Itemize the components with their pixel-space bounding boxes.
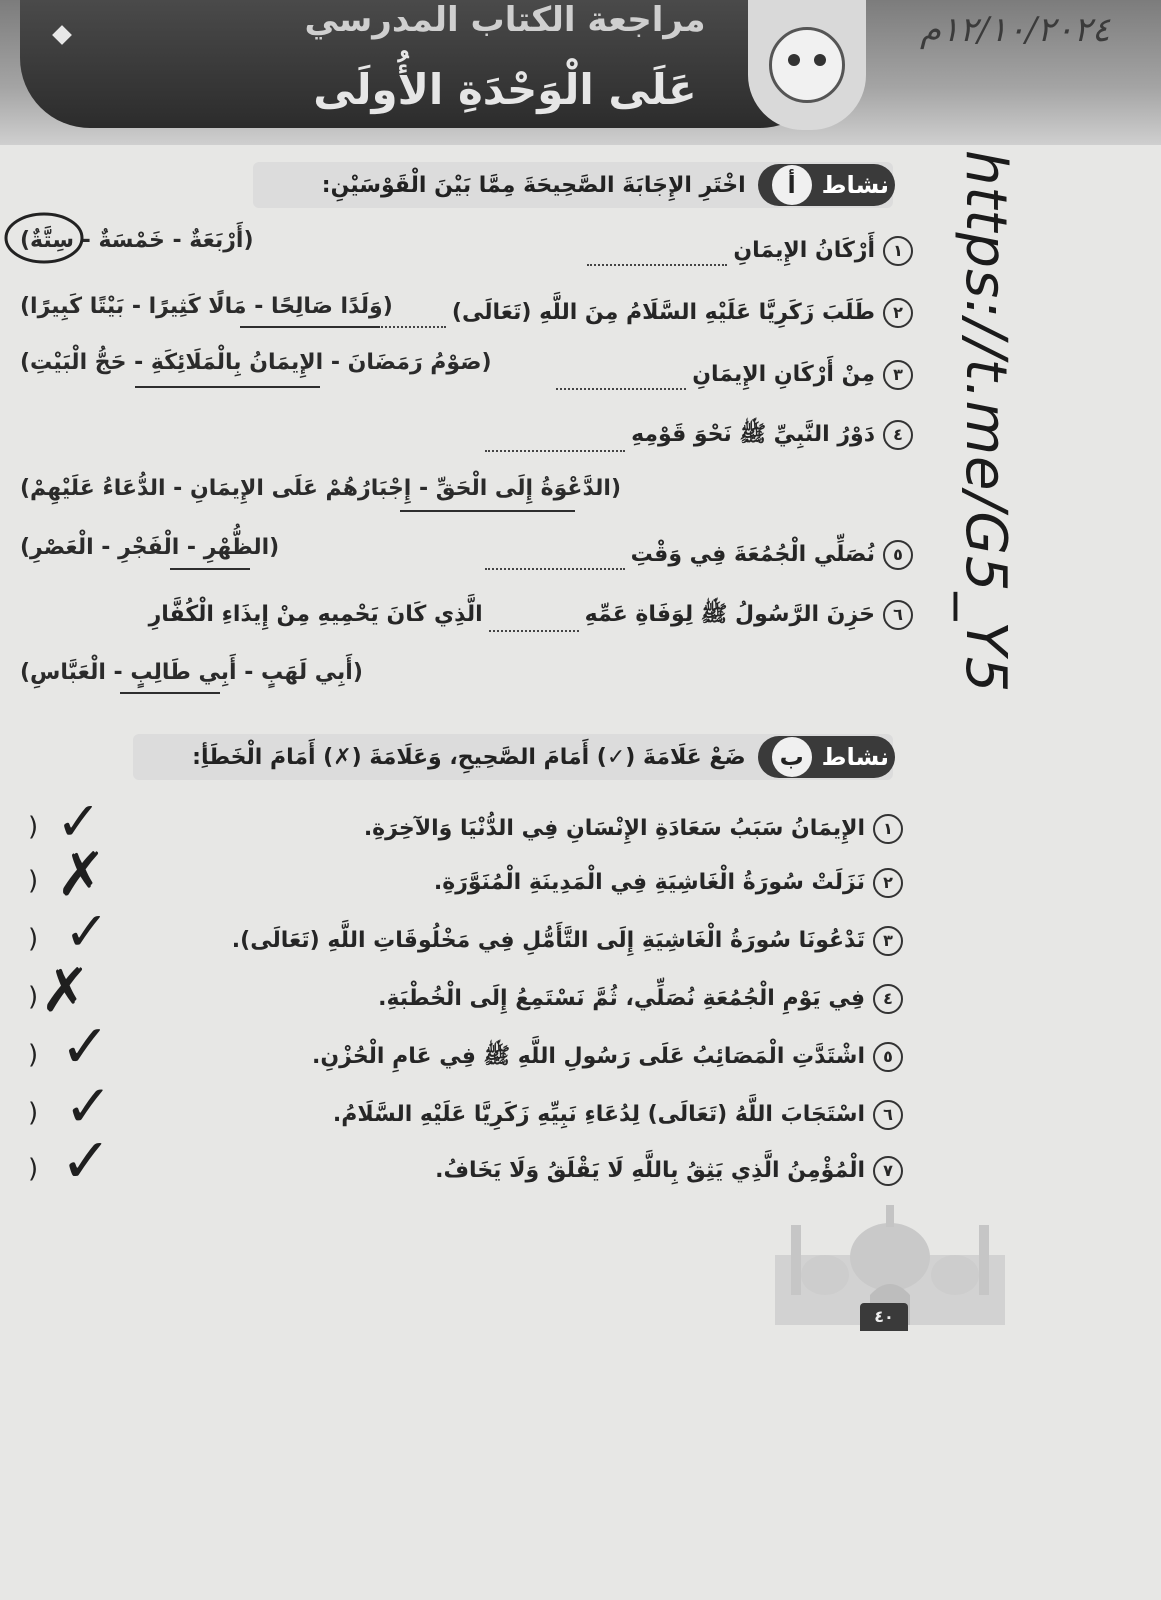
- statement-text: تَدْعُونَا سُورَةُ الْغَاشِيَةِ إِلَى التَّأَمُّلِ فِي مَخْلُوقَاتِ اللَّهِ (تَعَالَى).: [231, 928, 865, 953]
- question-number: ٦: [883, 600, 913, 630]
- statement-b2: [434, 868, 903, 898]
- answer-paren: ): [28, 812, 39, 842]
- statement-text: فِي يَوْمِ الْجُمُعَةِ نُصَلِّي، ثُمَّ نَسْتَمِعُ إِلَى الْخُطْبَةِ.: [378, 986, 865, 1011]
- statement-b3: [232, 926, 903, 956]
- question-text: نُصَلِّي الْجُمُعَةَ فِي وَقْتِ: [630, 542, 875, 567]
- statement-b4: [378, 984, 903, 1014]
- section-b-pill: [758, 736, 895, 778]
- answer-underline: [240, 326, 380, 328]
- answer-blank: [556, 370, 686, 390]
- statement-number: ٥: [873, 1042, 903, 1072]
- answer-paren: ): [28, 982, 39, 1012]
- statement-number: ٧: [873, 1156, 903, 1186]
- section-b-instruction: ضَعْ عَلَامَةَ (✓) أَمَامَ الصَّحِيحِ، وَعَلَامَةَ (✗) أَمَامَ الْخَطَأِ:: [192, 744, 746, 770]
- question-number: ٤: [883, 420, 913, 450]
- question-number: ٣: [883, 360, 913, 390]
- question-text: دَوْرُ النَّبِيِّ ﷺ نَحْوَ قَوْمِهِ: [631, 422, 875, 447]
- check-mark-icon: ✓: [64, 900, 110, 963]
- question-a3: [550, 360, 913, 390]
- answer-paren: ): [28, 1098, 39, 1128]
- statement-number: ٤: [873, 984, 903, 1014]
- answer-blank: [485, 550, 625, 570]
- section-b-letter: ب: [772, 737, 812, 777]
- section-a-pill: [758, 164, 895, 206]
- question-number: ٢: [883, 298, 913, 328]
- check-mark-icon: ✓: [64, 1072, 113, 1140]
- statement-b1: [364, 814, 903, 844]
- answer-blank: [587, 246, 727, 266]
- answer-blank: [489, 612, 579, 632]
- options-a4: (الدَّعْوَةُ إِلَى الْحَقِّ - إِجْبَارُهُمْ عَلَى الإِيمَانِ - الدُّعَاءُ عَلَيْهِمْ): [20, 476, 622, 501]
- statement-number: ٦: [873, 1100, 903, 1130]
- header-title-line1: مراجعة الكتاب المدرسي: [304, 0, 706, 40]
- section-a-header: [253, 162, 893, 208]
- statement-text: نَزَلَتْ سُورَةُ الْغَاشِيَةِ فِي الْمَدِينَةِ الْمُنَوَّرَةِ.: [433, 870, 865, 895]
- mascot-boy-icon: [769, 27, 845, 103]
- question-text: طَلَبَ زَكَرِيَّا عَلَيْهِ السَّلَامُ مِنَ اللَّهِ (تَعَالَى): [451, 300, 875, 325]
- options-a6: (أَبِي لَهَبٍ - أَبِي طَالِبٍ - الْعَبَّاسِ): [20, 660, 363, 685]
- answer-blank: [485, 432, 625, 452]
- diamond-ornament-icon: [52, 25, 72, 45]
- header-band: [20, 0, 830, 128]
- answer-paren: ): [28, 1154, 39, 1184]
- statement-b7: [435, 1156, 903, 1186]
- question-a6: [149, 600, 913, 632]
- answer-underline: [135, 386, 320, 388]
- check-mark-icon: ✓: [60, 1012, 111, 1082]
- answer-underline: [400, 510, 575, 512]
- circle-mark-icon: [2, 208, 92, 268]
- section-a-instruction: اخْتَرِ الإِجَابَةَ الصَّحِيحَةَ مِمَّا بَيْنَ الْقَوْسَيْنِ:: [321, 172, 746, 198]
- header-title-line2: عَلَى الْوَحْدَةِ الأُولَى: [313, 65, 697, 114]
- statement-number: ٣: [873, 926, 903, 956]
- mascot-badge: [748, 0, 866, 130]
- options-a2: (وَلَدًا صَالِحًا - مَالًا كَثِيرًا - بَيْتًا كَبِيرًا): [20, 294, 393, 319]
- page-number: ٤٠: [860, 1303, 908, 1331]
- answer-paren: ): [28, 1040, 39, 1070]
- question-number: ١: [883, 236, 913, 266]
- section-a-label: نشاط: [821, 171, 889, 199]
- question-text-after: الَّذِي كَانَ يَحْمِيهِ مِنْ إِيذَاءِ الْكُفَّارِ: [148, 602, 483, 627]
- telegram-watermark: https://t.me/G5_Y5: [953, 150, 1018, 694]
- answer-paren: ): [28, 866, 39, 896]
- question-number: ٥: [883, 540, 913, 570]
- question-a1: [581, 236, 913, 266]
- question-text: أَرْكَانُ الإِيمَانِ: [733, 238, 875, 263]
- handwritten-date: ١٢/١٠/٢٠٢٤م: [919, 10, 1111, 50]
- header-title: [270, 0, 740, 120]
- question-text: حَزِنَ الرَّسُولُ ﷺ لِوَفَاةِ عَمِّهِ: [584, 602, 875, 627]
- statement-text: الْمُؤْمِنُ الَّذِي يَثِقُ بِاللَّهِ لَا يَقْلَقُ وَلَا يَخَافُ.: [435, 1158, 865, 1183]
- statement-number: ١: [873, 814, 903, 844]
- answer-paren: ): [28, 924, 39, 954]
- section-b-header: [133, 734, 893, 780]
- options-a1: (أَرْبَعَةٌ - خَمْسَةٌ - سِتَّةٌ): [20, 228, 254, 253]
- section-a-letter: أ: [772, 165, 812, 205]
- options-a3: (صَوْمُ رَمَضَانَ - الإِيمَانُ بِالْمَلَائِكَةِ - حَجُّ الْبَيْتِ): [20, 350, 492, 375]
- answer-underline: [120, 692, 220, 694]
- statement-text: اسْتَجَابَ اللَّهُ (تَعَالَى) لِدُعَاءِ نَبِيِّهِ زَكَرِيَّا عَلَيْهِ السَّلَامُ.: [332, 1102, 865, 1127]
- question-a2: [320, 298, 913, 328]
- section-b-label: نشاط: [821, 743, 889, 771]
- check-mark-icon: ✓: [56, 790, 102, 853]
- statement-number: ٢: [873, 868, 903, 898]
- statement-b6: [333, 1100, 903, 1130]
- question-a5: [479, 540, 913, 570]
- statement-text: الإِيمَانُ سَبَبُ سَعَادَةِ الإِنْسَانِ فِي الدُّنْيَا وَالآخِرَةِ.: [363, 816, 865, 841]
- question-a4: [479, 420, 913, 452]
- options-a5: (الظُّهْرِ - الْفَجْرِ - الْعَصْرِ): [20, 535, 280, 560]
- question-text: مِنْ أَرْكَانِ الإِيمَانِ: [692, 362, 875, 387]
- cross-mark-icon: ✗: [40, 956, 91, 1026]
- statement-b5: [312, 1042, 903, 1074]
- check-mark-icon: ✓: [60, 1124, 112, 1197]
- cross-mark-icon: ✗: [56, 840, 107, 910]
- statement-text: اشْتَدَّتِ الْمَصَائِبُ عَلَى رَسُولِ اللَّهِ ﷺ فِي عَامِ الْحُزْنِ.: [312, 1044, 865, 1069]
- answer-underline: [170, 568, 250, 570]
